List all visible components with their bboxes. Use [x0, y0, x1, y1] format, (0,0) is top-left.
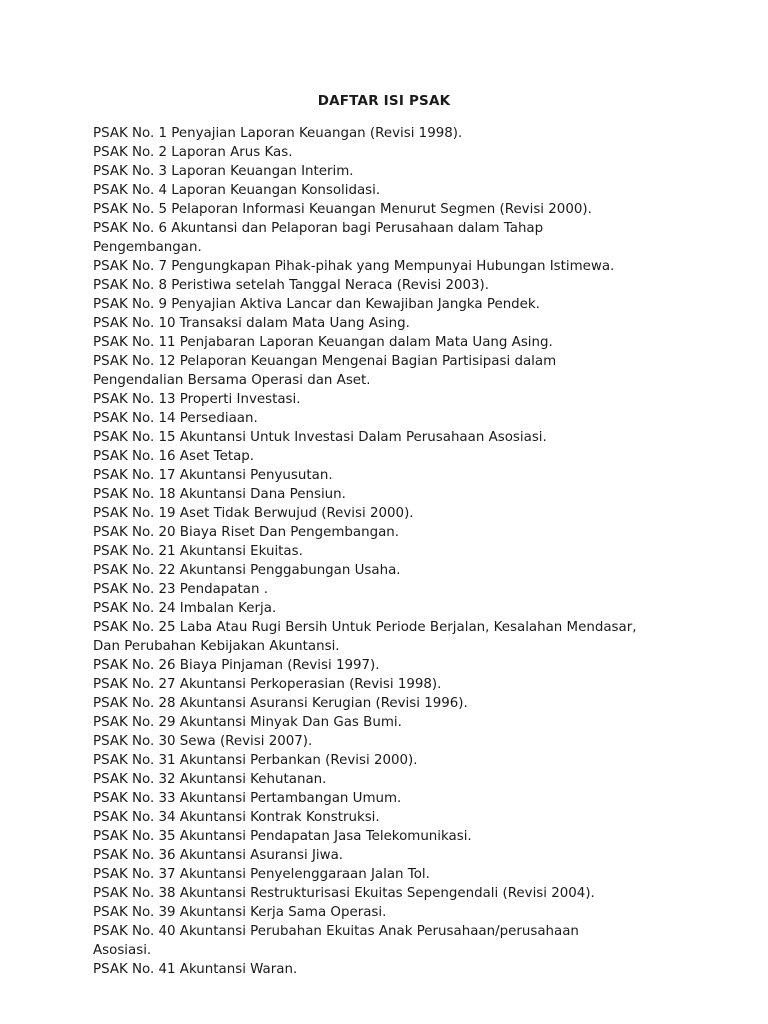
- psak-entry-continuation: Pengembangan.: [93, 240, 202, 255]
- psak-entry: PSAK No. 17 Akuntansi Penyusutan.: [93, 468, 333, 483]
- psak-entry: PSAK No. 4 Laporan Keuangan Konsolidasi.: [93, 183, 381, 198]
- psak-entry: PSAK No. 11 Penjabaran Laporan Keuangan dalam Mata Uang Asing.: [93, 335, 553, 350]
- psak-entry: PSAK No. 40 Akuntansi Perubahan Ekuitas Anak Perusahaan/perusahaan: [93, 924, 579, 939]
- psak-entry: PSAK No. 8 Peristiwa setelah Tanggal Neraca (Revisi 2003).: [93, 278, 490, 293]
- psak-entry-continuation: Pengendalian Bersama Operasi dan Aset.: [93, 373, 371, 388]
- psak-entry: PSAK No. 28 Akuntansi Asuransi Kerugian (Revisi 1996).: [93, 696, 468, 711]
- psak-entry: PSAK No. 9 Penyajian Aktiva Lancar dan Kewajiban Jangka Pendek.: [93, 297, 540, 312]
- psak-entry-list: [93, 124, 693, 979]
- psak-entry: PSAK No. 13 Properti Investasi.: [93, 392, 301, 407]
- document-title: DAFTAR ISI PSAK: [317, 93, 451, 109]
- psak-entry: PSAK No. 22 Akuntansi Penggabungan Usaha.: [93, 563, 401, 578]
- psak-entry: PSAK No. 15 Akuntansi Untuk Investasi Dalam Perusahaan Asosiasi.: [93, 430, 547, 445]
- psak-entry: PSAK No. 37 Akuntansi Penyelenggaraan Jalan Tol.: [93, 867, 430, 882]
- psak-entry: PSAK No. 32 Akuntansi Kehutanan.: [93, 772, 327, 787]
- psak-entry: PSAK No. 30 Sewa (Revisi 2007).: [93, 734, 313, 749]
- psak-entry: PSAK No. 14 Persediaan.: [93, 411, 258, 426]
- psak-entry-continuation: Dan Perubahan Kebijakan Akuntansi.: [93, 639, 340, 654]
- psak-entry: PSAK No. 27 Akuntansi Perkoperasian (Revisi 1998).: [93, 677, 442, 692]
- psak-entry: PSAK No. 16 Aset Tetap.: [93, 449, 255, 464]
- psak-entry: PSAK No. 25 Laba Atau Rugi Bersih Untuk Periode Berjalan, Kesalahan Mendasar,: [93, 620, 637, 635]
- psak-entry: PSAK No. 41 Akuntansi Waran.: [93, 962, 298, 977]
- psak-entry: PSAK No. 36 Akuntansi Asuransi Jiwa.: [93, 848, 344, 863]
- psak-entry-continuation: Asosiasi.: [93, 943, 152, 958]
- psak-entry: PSAK No. 21 Akuntansi Ekuitas.: [93, 544, 303, 559]
- psak-entry: PSAK No. 38 Akuntansi Restrukturisasi Ekuitas Sepengendali (Revisi 2004).: [93, 886, 595, 901]
- psak-entry: PSAK No. 2 Laporan Arus Kas.: [93, 145, 293, 160]
- psak-entry: PSAK No. 29 Akuntansi Minyak Dan Gas Bumi.: [93, 715, 402, 730]
- psak-entry: PSAK No. 23 Pendapatan .: [93, 582, 268, 597]
- psak-entry: PSAK No. 20 Biaya Riset Dan Pengembangan.: [93, 525, 400, 540]
- psak-entry: PSAK No. 12 Pelaporan Keuangan Mengenai Bagian Partisipasi dalam: [93, 354, 557, 369]
- psak-entry: PSAK No. 3 Laporan Keuangan Interim.: [93, 164, 354, 179]
- psak-entry: PSAK No. 31 Akuntansi Perbankan (Revisi 2000).: [93, 753, 418, 768]
- psak-entry: PSAK No. 34 Akuntansi Kontrak Konstruksi.: [93, 810, 380, 825]
- psak-entry: PSAK No. 5 Pelaporan Informasi Keuangan Menurut Segmen (Revisi 2000).: [93, 202, 592, 217]
- psak-entry: PSAK No. 1 Penyajian Laporan Keuangan (Revisi 1998).: [93, 126, 463, 141]
- psak-entry: PSAK No. 6 Akuntansi dan Pelaporan bagi Perusahaan dalam Tahap: [93, 221, 544, 236]
- psak-entry: PSAK No. 39 Akuntansi Kerja Sama Operasi.: [93, 905, 387, 920]
- psak-entry: PSAK No. 10 Transaksi dalam Mata Uang Asing.: [93, 316, 410, 331]
- psak-entry: PSAK No. 35 Akuntansi Pendapatan Jasa Telekomunikasi.: [93, 829, 472, 844]
- psak-entry: PSAK No. 33 Akuntansi Pertambangan Umum.: [93, 791, 402, 806]
- psak-entry: PSAK No. 19 Aset Tidak Berwujud (Revisi 2000).: [93, 506, 414, 521]
- psak-entry: PSAK No. 18 Akuntansi Dana Pensiun.: [93, 487, 346, 502]
- psak-entry: PSAK No. 24 Imbalan Kerja.: [93, 601, 277, 616]
- psak-entry: PSAK No. 26 Biaya Pinjaman (Revisi 1997).: [93, 658, 380, 673]
- psak-entry: PSAK No. 7 Pengungkapan Pihak-pihak yang Mempunyai Hubungan Istimewa.: [93, 259, 615, 274]
